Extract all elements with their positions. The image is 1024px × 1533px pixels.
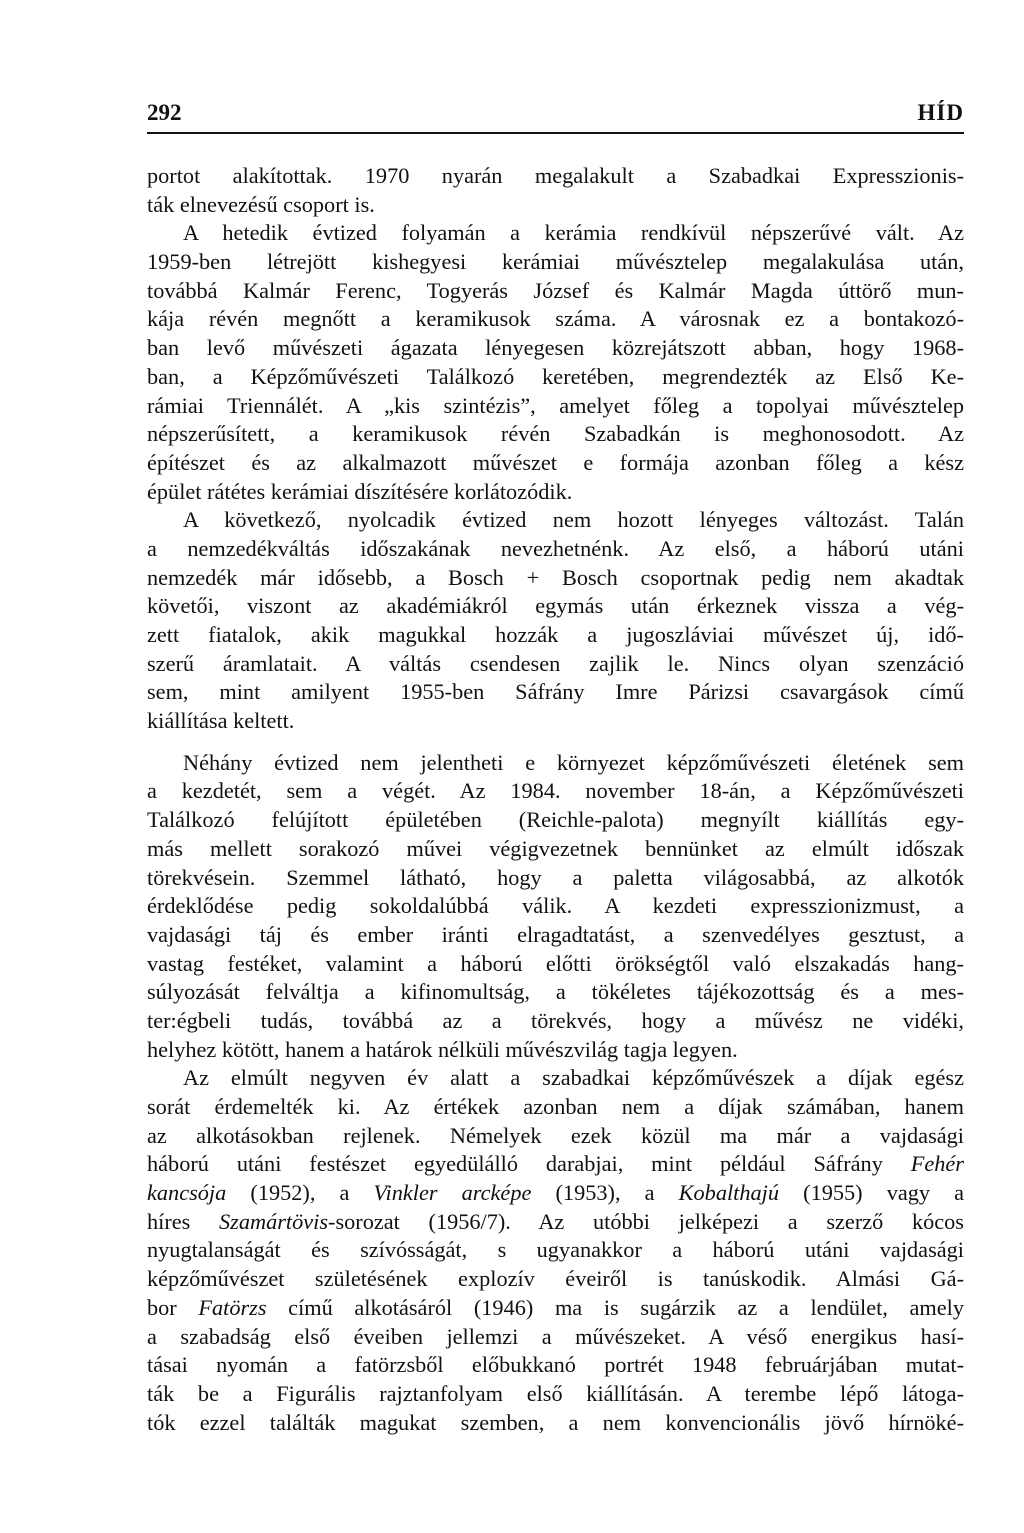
text-line: építészet és az alkalmazott művészet e formája azonban főleg a kész xyxy=(147,449,964,475)
text-line: rámiai Triennálét. A „kis szintézis”, amelyet főleg a topolyai művésztelep xyxy=(147,392,964,418)
text-line: helyhez kötött, hanem a határok nélküli művészvilág tagja legyen. xyxy=(147,1036,738,1062)
text-line: ták be a Figurális rajztanfolyam első kiállításán. A terembe lépő látoga- xyxy=(147,1380,964,1406)
text-line xyxy=(147,1294,964,1323)
artwork-title: kancsója xyxy=(147,1180,227,1206)
text-line: A következő, nyolcadik évtized nem hozott lényeges változást. Talán xyxy=(183,507,964,533)
text-run: -sorozat (1956/7). Az utóbbi jelképezi a szerző kócos xyxy=(328,1208,964,1234)
text-line: képzőművészet születésének explozív éveiről is tanúskodik. Almási Gá- xyxy=(147,1266,964,1292)
text-line: zett fiatalok, akik magukkal hozzák a jugoszláviai művészet új, idő- xyxy=(147,622,964,647)
text-run: (1955) vagy a xyxy=(803,1180,965,1206)
text-line: nemzedék már idősebb, a Bosch + Bosch csoportnak pedig nem akadtak xyxy=(147,564,964,590)
text-run: (1952), a xyxy=(250,1180,350,1206)
text-run: bor xyxy=(147,1294,177,1320)
text-line: továbbá Kalmár Ferenc, Togyerás József és Kalmár Magda úttörő mun- xyxy=(147,277,964,303)
text-line xyxy=(147,1179,964,1208)
text-line: szerű áramlatait. A váltás csendesen zajlik le. Nincs olyan szenzáció xyxy=(147,650,964,676)
text-line: tók ezzel találták magukat szemben, a nem konvencionális jövő hírnöké- xyxy=(147,1409,964,1435)
text-line: népszerűsített, a keramikusok révén Szabadkán is meghonosodott. Az xyxy=(147,421,964,447)
text-line: Találkozó felújított épületében (Reichle-palota) megnyílt kiállítás egy- xyxy=(147,807,964,833)
text-line xyxy=(147,1208,964,1237)
artwork-title: Vinkler arcképe xyxy=(373,1180,532,1206)
text-line: kája révén megnőtt a keramikusok száma. A városnak ez a bontakozó- xyxy=(147,306,964,332)
text-line: érdeklődése pedig sokoldalúbbá válik. A kezdeti expresszionizmust, a xyxy=(147,893,964,919)
text-run: (1953), a xyxy=(555,1180,655,1206)
text-line: sem, mint amilyent 1955-ben Sáfrány Imre Párizsi csavargások című xyxy=(147,679,964,705)
text-run: háború utáni festészet egyedülálló darabjai, mint például Sáfrány xyxy=(147,1151,883,1177)
artwork-title: Kobalthajú xyxy=(678,1180,780,1206)
text-line: az alkotásokban rejlenek. Némelyek ezek közül ma már a vajdasági xyxy=(147,1122,964,1148)
text-line: kiállítása keltett. xyxy=(147,708,295,734)
text-line xyxy=(147,1150,964,1179)
text-run: című alkotásáról (1946) ma is sugárzik az a lendület, amely xyxy=(288,1294,964,1320)
text-run: híres xyxy=(147,1208,191,1234)
text-line: törekvésein. Szemmel látható, hogy a paletta világosabbá, az alkotók xyxy=(147,864,964,890)
text-line: tásai nyomán a fatörzsből előbukkanó portrét 1948 februárjában mutat- xyxy=(147,1352,964,1378)
page-header xyxy=(147,96,964,134)
article-body xyxy=(147,162,964,1437)
page-number: 292 xyxy=(147,100,182,125)
text-line: ban, a Képzőművészeti Találkozó keretében, megrendezték az Első Ke- xyxy=(147,363,964,389)
text-line: A hetedik évtized folyamán a kerámia rendkívül népszerűvé vált. Az xyxy=(183,220,964,246)
text-line: ter:égbeli tudás, továbbá az a törekvés, hogy a művész ne vidéki, xyxy=(147,1007,964,1033)
section-gap xyxy=(147,736,964,749)
text-line: a szabadság első éveiben jellemzi a művészeket. A véső energikus hasí- xyxy=(147,1323,964,1349)
artwork-title: Fatörzs xyxy=(198,1294,267,1320)
artwork-title: Szamártövis xyxy=(219,1208,329,1234)
text-line: Néhány évtized nem jelentheti e környezet képzőművészeti életének sem xyxy=(183,749,964,775)
text-line: más mellett sorakozó művei végigvezetnek bennünket az elmúlt időszak xyxy=(147,835,964,861)
text-line: követői, viszont az akadémiákról egymás után érkeznek vissza a vég- xyxy=(147,593,964,619)
text-line: nyugtalanságát és szívósságát, s ugyanakkor a háború utáni vajdasági xyxy=(147,1237,964,1263)
text-line: Az elmúlt negyven év alatt a szabadkai képzőművészek a díjak egész xyxy=(183,1065,964,1091)
text-line: vajdasági táj és ember iránti elragadtatást, a szenvedélyes gesztust, a xyxy=(147,921,964,947)
artwork-title: Fehér xyxy=(910,1151,964,1177)
text-line: 1959-ben létrejött kishegyesi kerámiai művésztelep megalakulása után, xyxy=(147,249,964,275)
text-line: ták elnevezésű csoport is. xyxy=(147,191,375,217)
text-line: vastag festéket, valamint a háború előtti örökségtől való elszakadás hang- xyxy=(147,950,964,976)
text-line: ban levő művészeti ágazata lényegesen közrejátszott abban, hogy 1968- xyxy=(147,335,964,361)
journal-name: HÍD xyxy=(917,100,964,125)
text-line: épület rátétes kerámiai díszítésére korlátozódik. xyxy=(147,478,573,504)
text-line: súlyozását felváltja a kifinomultság, a tökéletes tájékozottság és a mes- xyxy=(147,979,964,1005)
text-line: portot alakítottak. 1970 nyarán megalakult a Szabadkai Expresszionis- xyxy=(147,163,964,188)
text-line: sorát érdemelték ki. Az értékek azonban nem a díjak számában, hanem xyxy=(147,1094,964,1119)
text-line: a kezdetét, sem a végét. Az 1984. november 18-án, a Képzőművészeti xyxy=(147,778,964,804)
text-line: a nemzedékváltás időszakának nevezhetnénk. Az első, a háború utáni xyxy=(147,535,964,561)
